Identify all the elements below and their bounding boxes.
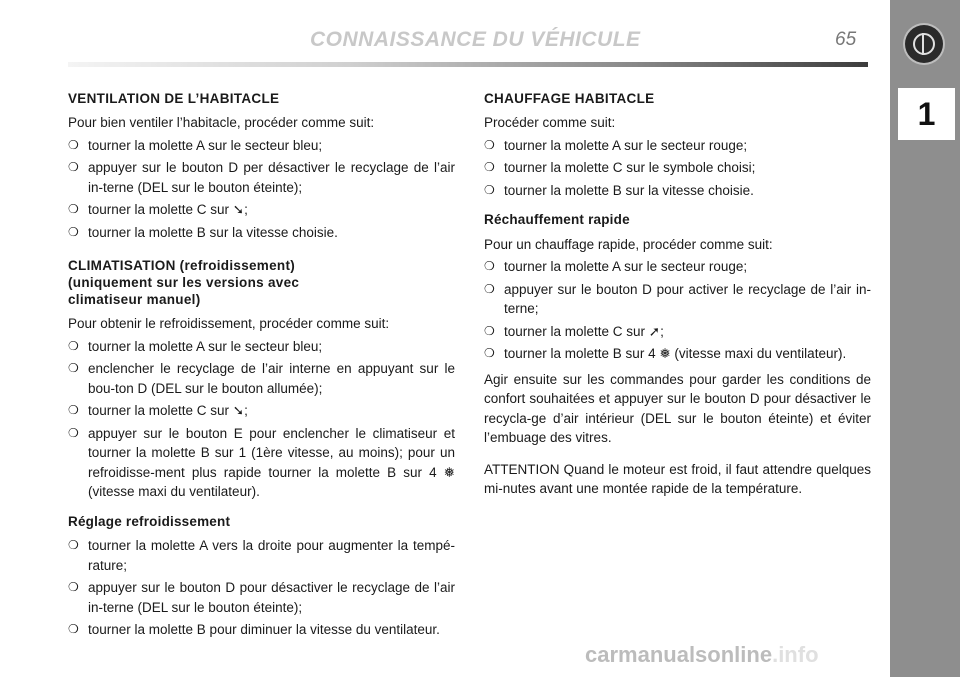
list-item: ❍ tourner la molette C sur ➘; bbox=[68, 401, 455, 421]
alfa-romeo-logo-icon bbox=[905, 25, 943, 63]
chapter-marker bbox=[898, 88, 955, 140]
reglage-list bbox=[68, 536, 455, 640]
list-item: ❍ tourner la molette B sur la vitesse choisie. bbox=[484, 181, 871, 201]
climatisation-list bbox=[68, 337, 455, 502]
ventilation-intro: Pour bien ventiler l’habitacle, procéder comme suit: bbox=[68, 115, 375, 130]
climatisation-heading: CLIMATISATION (refroidissement) (uniquement sur les versions avec climatiseur manuel) bbox=[68, 258, 300, 307]
list-item: ❍ tourner la molette C sur ➘; bbox=[68, 200, 455, 220]
list-item: ❍ appuyer sur le bouton E pour enclencher le climatiseur et tourner la molette B sur 1 (1ère vitesse, au moins); pour un refroidisse-ment plus rapide tourner la molette B sur 4 ❅ (vitesse maxi du ventilateur). bbox=[68, 424, 455, 502]
list-item: ❍ tourner la molette A sur le secteur bleu; bbox=[68, 337, 455, 357]
list-item: ❍ appuyer sur le bouton D pour activer le recyclage de l’air in-terne; bbox=[484, 280, 871, 319]
list-item: ❍ tourner la molette A sur le secteur bleu; bbox=[68, 136, 455, 156]
chauffage-list bbox=[484, 136, 871, 201]
list-item: ❍ appuyer sur le bouton D per désactiver le recyclage de l’air in-terne (DEL sur le bouton éteinte); bbox=[68, 158, 455, 197]
page-number: 65 bbox=[835, 29, 857, 50]
rechauffement-intro: Pour un chauffage rapide, procéder comme suit: bbox=[484, 236, 773, 252]
ventilation-list bbox=[68, 136, 455, 243]
logo-bar bbox=[922, 33, 924, 55]
chapter-number: 1 bbox=[917, 96, 936, 132]
list-item: ❍ tourner la molette B sur 4 ❅ (vitesse maxi du ventilateur). bbox=[484, 344, 871, 364]
list-item: ❍ tourner la molette A sur le secteur rouge; bbox=[484, 257, 871, 277]
chauffage-intro: Procéder comme suit: bbox=[484, 115, 616, 130]
logo-ring bbox=[913, 33, 935, 55]
reglage-heading: Réglage refroidissement bbox=[68, 513, 231, 529]
list-item: ❍ tourner la molette A vers la droite pour augmenter la tempé-rature; bbox=[68, 536, 455, 575]
rechauffement-paragraph: Agir ensuite sur les commandes pour garder les conditions de confort souhaitées et appuyer sur le bouton D pour désactiver le recycla-ge d’air intérieur (DEL sur le bouton éteinte) et éviter l’embuage des vitres. bbox=[484, 371, 871, 445]
watermark bbox=[585, 642, 819, 668]
climatisation-intro: Pour obtenir le refroidissement, procéder comme suit: bbox=[68, 316, 390, 331]
watermark-text: carmanualsonline bbox=[585, 642, 773, 667]
left-column bbox=[68, 90, 455, 646]
rechauffement-heading: Réchauffement rapide bbox=[484, 212, 630, 227]
attention-note: ATTENTION Quand le moteur est froid, il faut attendre quelques mi-nutes avant une montée rapide de la température. bbox=[484, 461, 871, 496]
list-item: ❍ enclencher le recyclage de l’air interne en appuyant sur le bou-ton D (DEL sur le bouton allumée); bbox=[68, 359, 455, 398]
list-item: ❍ tourner la molette C sur le symbole choisi; bbox=[484, 158, 871, 178]
header-divider bbox=[68, 62, 868, 67]
list-item: ❍ tourner la molette B pour diminuer la vitesse du ventilateur. bbox=[68, 620, 455, 640]
ventilation-heading: VENTILATION DE L’HABITACLE bbox=[68, 91, 280, 106]
chauffage-heading: CHAUFFAGE HABITACLE bbox=[484, 91, 655, 106]
list-item: ❍ appuyer sur le bouton D pour désactiver le recyclage de l’air in-terne (DEL sur le bouton éteinte); bbox=[68, 578, 455, 617]
right-column bbox=[484, 90, 871, 502]
list-item: ❍ tourner la molette A sur le secteur rouge; bbox=[484, 136, 871, 156]
list-item: ❍ tourner la molette C sur ➚; bbox=[484, 322, 871, 342]
rechauffement-list bbox=[484, 257, 871, 364]
list-item: ❍ tourner la molette B sur la vitesse choisie. bbox=[68, 223, 455, 243]
watermark-suffix: .info bbox=[772, 642, 819, 667]
page-title: CONNAISSANCE DU VÉHICULE bbox=[310, 28, 641, 51]
